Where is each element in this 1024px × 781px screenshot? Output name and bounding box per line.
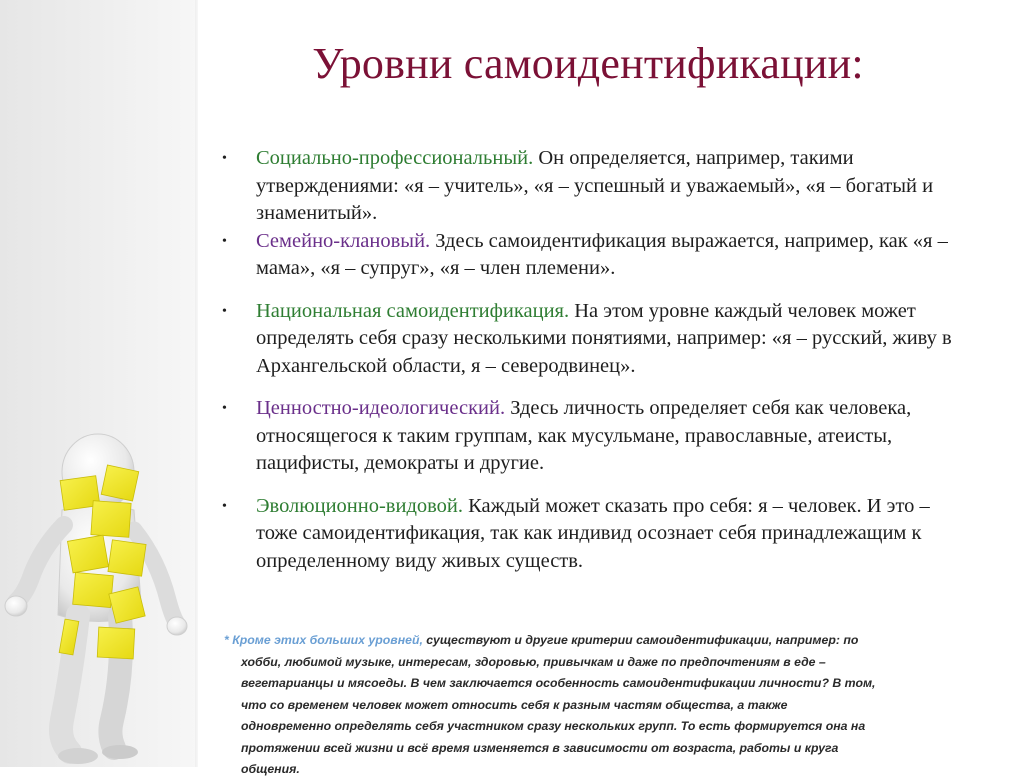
- bullet-icon: •: [222, 151, 227, 166]
- footnote-line: протяжении всей жизни и всё время изменяется в зависимости от возраста, работы и круга: [241, 740, 839, 755]
- list-item-value-ideological: [222, 395, 962, 478]
- person-covered-in-sticky-notes-icon: [0, 430, 200, 767]
- footnote-lead: * Кроме этих больших уровней,: [224, 633, 423, 647]
- footnote-line: вегетарианцы и мясоеды. В чем заключается особенность самоидентификации личности? В том,: [241, 676, 876, 690]
- item-text: Здесь личность определяет себя как человека, относящегося к таким группам, как мусульмане, православные, атеисты, пацифисты, демократы и другие.: [256, 397, 912, 474]
- item-text: Каждый может сказать про себя: я – человек. И это – тоже самоидентификация, так как индивид осознает себя принадлежащим к определенному виду живых существ.: [256, 494, 930, 572]
- item-term: Национальная самоидентификация.: [256, 299, 570, 322]
- item-term: Социально-профессиональный.: [256, 147, 534, 169]
- slide-title: Уровни самоидентификации:: [312, 39, 864, 88]
- list-item-social-professional: [222, 145, 962, 228]
- list-item-national: [222, 298, 962, 381]
- bullet-icon: •: [222, 401, 227, 416]
- levels-list: [222, 145, 962, 575]
- item-term: Ценностно-идеологический.: [256, 397, 506, 419]
- item-term: Семейно-клановый.: [256, 229, 431, 252]
- bullet-icon: •: [222, 303, 227, 319]
- item-term: Эволюционно-видовой.: [256, 494, 464, 517]
- list-item-family-clan: [222, 228, 962, 283]
- footnote-line: что со временем человек может относить себя к разным частям общества, а также: [241, 697, 788, 712]
- bullet-icon: •: [222, 498, 227, 514]
- list-item-evolutionary-species: [222, 493, 962, 576]
- footnote-line: одновременно определять себя участником сразу нескольких групп. То есть формируется она на: [241, 719, 866, 733]
- item-text: На этом уровне каждый человек может определять себя сразу несколькими понятиями, например: «я – русский, живу в Архангельской области, я – северодвинец».: [256, 299, 952, 377]
- item-text: Он определяется, например, такими утверждениями: «я – учитель», «я – успешный и уважаемый», «я – богатый и знаменитый».: [256, 147, 934, 224]
- footnote-text: существуют и другие критерии самоидентификации, например: по: [422, 633, 859, 647]
- item-text: Здесь самоидентификация выражается, например, как «я – мама», «я – супруг», «я – член племени».: [256, 229, 948, 279]
- bullet-icon: •: [222, 233, 227, 249]
- left-decorative-panel: [0, 0, 198, 767]
- footnote-line: общения.: [241, 762, 300, 776]
- footnote-line: [224, 630, 964, 652]
- footnote: [224, 630, 964, 781]
- footnote-line: хобби, любимой музыке, интересам, здоровью, привычкам и даже по предпочтениям в еде –: [241, 654, 826, 669]
